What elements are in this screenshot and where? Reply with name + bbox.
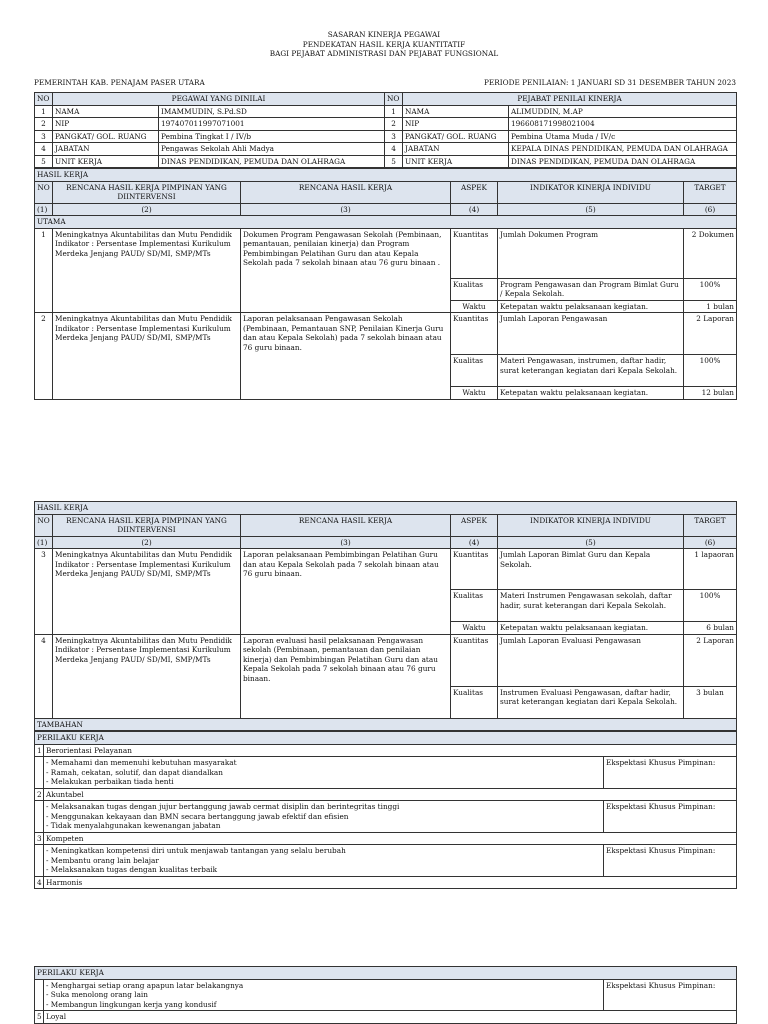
list-item: - Meningkatkan kompetensi diri untuk menjawab tantangan yang selalu berubah - Membantu orang lain belajar - Melaksanakan tugas dengan kualitas terbaik Ekspektasi Khusus Pimpinan:: [35, 845, 737, 877]
ekspektasi-cell: Ekspektasi Khusus Pimpinan:: [604, 757, 737, 789]
perilaku-section: PERILAKU KERJA: [35, 967, 737, 980]
perilaku-section: PERILAKU KERJA: [35, 732, 737, 745]
table-row: Kualitas Materi Pengawasan, instrumen, daftar hadir, surat keterangan kegiatan dari Kepala Sekolah. 100%: [35, 355, 737, 387]
identity-row: 3 PANGKAT/ GOL. RUANG Pembina Tingkat I / IV/b 3 PANGKAT/ GOL. RUANG Pembina Utama Muda / IV/c: [35, 130, 737, 143]
hasil-kerja-section: HASIL KERJA: [35, 169, 737, 182]
list-item: 1 Berorientasi Pelayanan: [35, 744, 737, 757]
government-label: PEMERINTAH KAB. PENAJAM PASER UTARA: [34, 78, 205, 87]
assessee-header: PEGAWAI YANG DINILAI: [53, 93, 385, 106]
list-item: - Menghargai setiap orang apapun latar belakangnya - Suka menolong orang lain - Membangun lingkungan kerja yang kondusif Ekspektasi Khusus Pimpinan:: [35, 979, 737, 1011]
identity-row: 5 UNIT KERJA DINAS PENDIDIKAN, PEMUDA DAN OLAHRAGA 5 UNIT KERJA DINAS PENDIDIKAN, PEMUDA DAN OLAHRAGA: [35, 155, 737, 168]
assessor-header: PEJABAT PENILAI KINERJA: [403, 93, 737, 106]
identity-table: [34, 92, 737, 168]
table-row: 3 Meningkatnya Akuntabilitas dan Mutu Pendidik Indikator : Persentase Implementasi Kurikulum Merdeka Jenjang PAUD/ SD/MI, SMP/MTs Laporan pelaksanaan Pembimbingan Pelatihan Guru dan atau Kepala Sekolah pada 7 sekolah binaan atau 76 guru binaan. Kuantitas Jumlah Laporan Bimlat Guru dan Kepala Sekolah. 1 lapaoran: [35, 549, 737, 590]
identity-row: 1 NAMA IMAMMUDIN, S.Pd.SD 1 NAMA ALIMUDDIN, M.AP: [35, 105, 737, 118]
list-item: 4 Harmonis: [35, 876, 737, 889]
table-row: Waktu Ketepatan waktu pelaksanaan kegiatan. 1 bulan: [35, 300, 737, 313]
table-row: Waktu Ketepatan waktu pelaksanaan kegiatan. 6 bulan: [35, 622, 737, 635]
list-item: 5 Loyal: [35, 1011, 737, 1024]
perilaku-kerja-table: [34, 731, 737, 889]
list-item: 3 Kompeten: [35, 832, 737, 845]
perilaku-kerja-table-continued: [34, 966, 737, 1024]
meta-row: [34, 78, 736, 87]
table-row: Kualitas Instrumen Evaluasi Pengawasan, daftar hadir, surat keterangan kegiatan dari Kepala Sekolah. 3 bulan: [35, 686, 737, 718]
column-header-row: NO RENCANA HASIL KERJA PIMPINAN YANG DIINTERVENSI RENCANA HASIL KERJA ASPEK INDIKATOR KINERJA INDIVIDU TARGET: [35, 181, 737, 203]
column-number-row: (1) (2) (3) (4) (5) (6): [35, 203, 737, 216]
hasil-kerja-table-2: [34, 501, 737, 731]
identity-no-header: NO: [35, 93, 53, 106]
assessment-period: PERIODE PENILAIAN: 1 JANUARI SD 31 DESEMBER TAHUN 2023: [484, 78, 736, 87]
table-row: Kualitas Program Pengawasan dan Program Bimlat Guru / Kepala Sekolah. 100%: [35, 278, 737, 300]
identity-row: 4 JABATAN Pengawas Sekolah Ahli Madya 4 JABATAN KEPALA DINAS PENDIDIKAN, PEMUDA DAN OLAHRAGA: [35, 143, 737, 156]
ekspektasi-cell: Ekspektasi Khusus Pimpinan:: [604, 845, 737, 877]
hasil-kerja-section: HASIL KERJA: [35, 502, 737, 515]
title-line-2: PENDEKATAN HASIL KERJA KUANTITATIF: [302, 39, 466, 49]
list-item: 2 Akuntabel: [35, 788, 737, 801]
table-row: Kualitas Materi Instrumen Pengawasan sekolah, daftar hadir, surat keterangan dari Kepala Sekolah. 100%: [35, 590, 737, 622]
table-row: 4 Meningkatnya Akuntabilitas dan Mutu Pendidik Indikator : Persentase Implementasi Kurikulum Merdeka Jenjang PAUD/ SD/MI, SMP/MTs Laporan evaluasi hasil pelaksanaan Pengawasan sekolah (Pembinaan, pemantauan dan penilaian kinerja) dan Pembimbingan Pelatihan Guru dan atau Kepala Sekolah pada 7 sekolah binaan atau 76 guru binaan. Kuantitas Jumlah Laporan Evaluasi Pengawasan 2 Laporan: [35, 634, 737, 686]
page-2: [34, 501, 736, 889]
utama-section: UTAMA: [35, 216, 737, 229]
hasil-kerja-table-1: [34, 168, 737, 400]
page-1: [34, 92, 736, 400]
table-row: 2 Meningkatnya Akuntabilitas dan Mutu Pendidik Indikator : Persentase Implementasi Kurikulum Merdeka Jenjang PAUD/ SD/MI, SMP/MTs Laporan pelaksanaan Pengawasan Sekolah (Pembinaan, Pemantauan SNP, Penilaian Kinerja Guru dan atau Kepala Sekolah) pada 7 sekolah binaan atau 76 guru binaan. Kuantitas Jumlah Laporan Pengawasan 2 Laporan: [35, 313, 737, 355]
list-item: - Memahami dan memenuhi kebutuhan masyarakat - Ramah, cekatan, solutif, dan dapat diandalkan - Melakukan perbaikan tiada henti Ekspektasi Khusus Pimpinan:: [35, 757, 737, 789]
ekspektasi-cell: Ekspektasi Khusus Pimpinan:: [604, 801, 737, 833]
column-header-row: NO RENCANA HASIL KERJA PIMPINAN YANG DIINTERVENSI RENCANA HASIL KERJA ASPEK INDIKATOR KINERJA INDIVIDU TARGET: [35, 514, 737, 536]
title-line-3: BAGI PEJABAT ADMINISTRASI DAN PEJABAT FUNGSIONAL: [269, 49, 499, 58]
page-3: [34, 966, 736, 1024]
ekspektasi-cell: Ekspektasi Khusus Pimpinan:: [604, 979, 737, 1011]
document-title: [0, 30, 768, 59]
title-line-1: SASARAN KINERJA PEGAWAI: [327, 30, 441, 39]
column-number-row: (1) (2) (3) (4) (5) (6): [35, 536, 737, 549]
table-row: Waktu Ketepatan waktu pelaksanaan kegiatan. 12 bulan: [35, 387, 737, 400]
table-row: 1 Meningkatnya Akuntabilitas dan Mutu Pendidik Indikator : Persentase Implementasi Kurikulum Merdeka Jenjang PAUD/ SD/MI, SMP/MTs Dokumen Program Pengawasan Sekolah (Pembinaan, pemantauan, penilaian kinerja) dan Program Pembimbingan Pelatihan Guru dan atau Kepala Sekolah pada 7 sekolah binaan atau 76 guru binaan . Kuantitas Jumlah Dokumen Program 2 Dokumen: [35, 228, 737, 278]
tambahan-section: TAMBAHAN: [35, 718, 737, 731]
list-item: - Melaksanakan tugas dengan jujur bertanggung jawab cermat disiplin dan berintegritas tinggi - Menggunakan kekayaan dan BMN secara bertanggung jawab efektif dan efisien - Tidak menyalahgunakan kewenangan jabatan Ekspektasi Khusus Pimpinan:: [35, 801, 737, 833]
identity-no-header-2: NO: [385, 93, 403, 106]
identity-row: 2 NIP 197407011997071001 2 NIP 196608171998021004: [35, 118, 737, 131]
